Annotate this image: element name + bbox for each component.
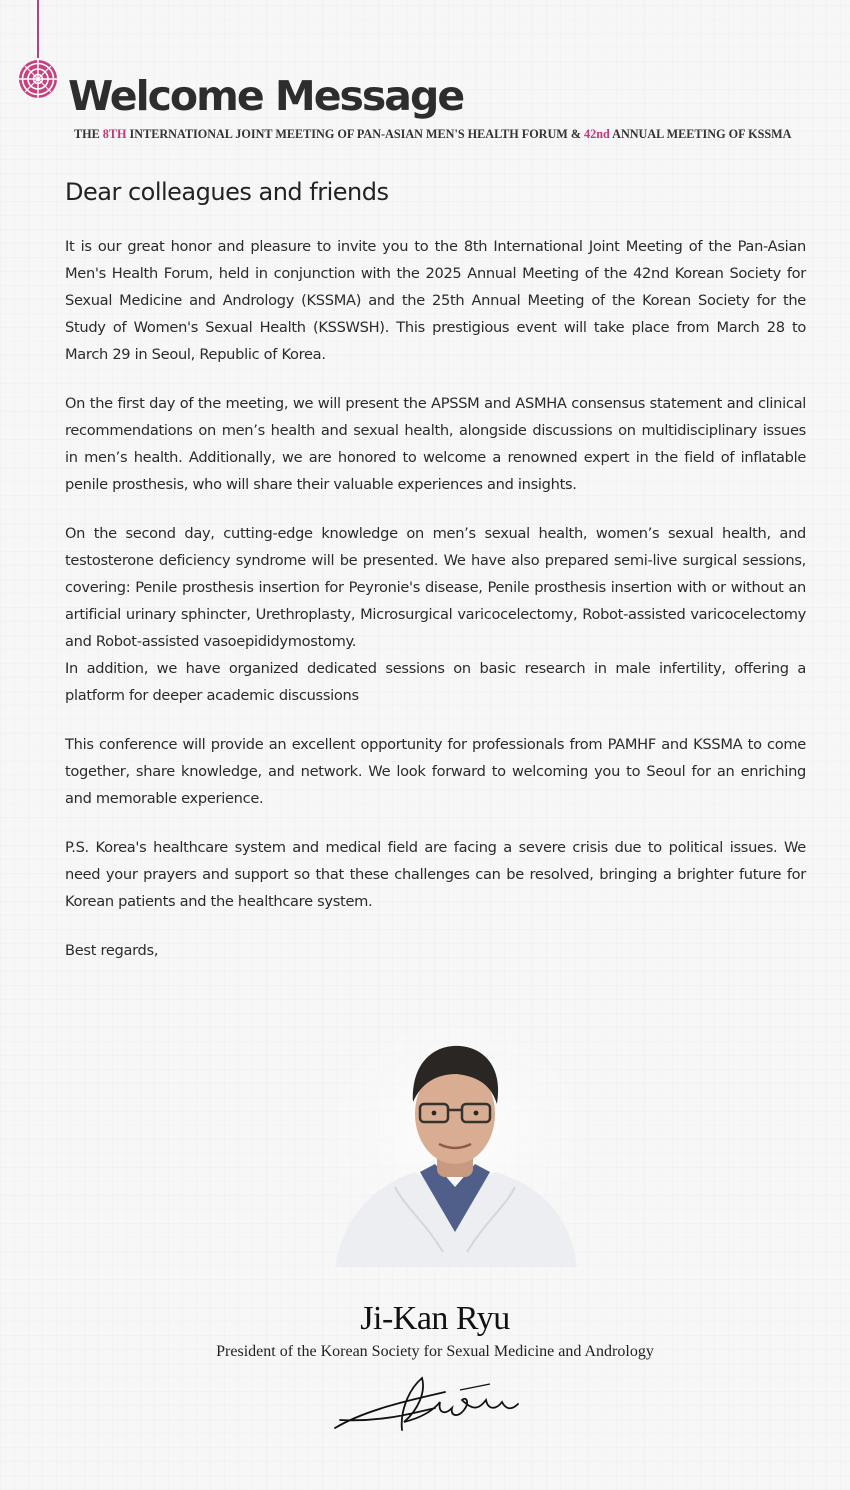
signatory-title: President of the Korean Society for Sexual Medicine and Andrology <box>216 1343 654 1360</box>
paragraph-ps: P.S. Korea's healthcare system and medical field are facing a severe crisis due to political issues. We need your prayers and support so that these challenges can be resolved, bringing a brighter future for Korean patients and the healthcare system. <box>65 839 806 910</box>
paragraph-infertility: In addition, we have organized dedicated sessions on basic research in male infertility, offering a platform for deeper academic discussions <box>65 660 806 704</box>
paragraph-day-one: On the first day of the meeting, we will present the APSSM and ASMHA consensus statement and clinical recommendations on men’s health and sexual health, alongside discussions on multidisciplinary issues in men’s health. Additionally, we are honored to welcome a renowned expert in the field of inflatable penile prosthesis, who will share their valuable experiences and insights. <box>65 395 806 493</box>
handwritten-signature <box>330 1370 520 1436</box>
hanging-line <box>37 0 39 58</box>
paragraph-opportunity: This conference will provide an excellent opportunity for professionals from PAMHF and KSSMA to come together, share knowledge, and network. We look forward to welcoming you to Seoul for an enriching and memorable experience. <box>65 736 806 807</box>
paragraph-day-two: On the second day, cutting-edge knowledge on men’s sexual health, women’s sexual health, and testosterone deficiency syndrome will be presented. We have also prepared semi-live surgical sessions, covering: Penile prosthesis insertion for Peyronie's disease, Penile prosthesis insertion with or without an artificial urinary sphincter, Urethroplasty, Microsurgical varicocelectomy, Robot-assisted varicocelectomy and Robot-assisted vasoepididymostomy. <box>65 525 806 650</box>
closing-regards: Best regards, <box>65 942 159 959</box>
signatory-name: Ji-Kan Ryu <box>360 1300 510 1337</box>
portrait-photo <box>325 1022 585 1272</box>
ornament-icon <box>17 58 59 100</box>
letter-body <box>65 233 806 986</box>
greeting: Dear colleagues and friends <box>65 178 389 206</box>
paragraph-invitation: It is our great honor and pleasure to invite you to the 8th International Joint Meeting of the Pan-Asian Men's Health Forum, held in conjunction with the 2025 Annual Meeting of the 42nd Korean Society for Sexual Medicine and Andrology (KSSMA) and the 25th Annual Meeting of the Korean Society for the Study of Women's Sexual Health (KSSWSH). This prestigious event will take place from March 28 to March 29 in Seoul, Republic of Korea. <box>65 238 806 363</box>
page-title: Welcome Message <box>68 72 464 120</box>
meeting-subtitle: THE 8TH INTERNATIONAL JOINT MEETING OF PAN-ASIAN MEN'S HEALTH FORUM & 42nd ANNUAL MEETING OF KSSMA <box>74 127 792 141</box>
